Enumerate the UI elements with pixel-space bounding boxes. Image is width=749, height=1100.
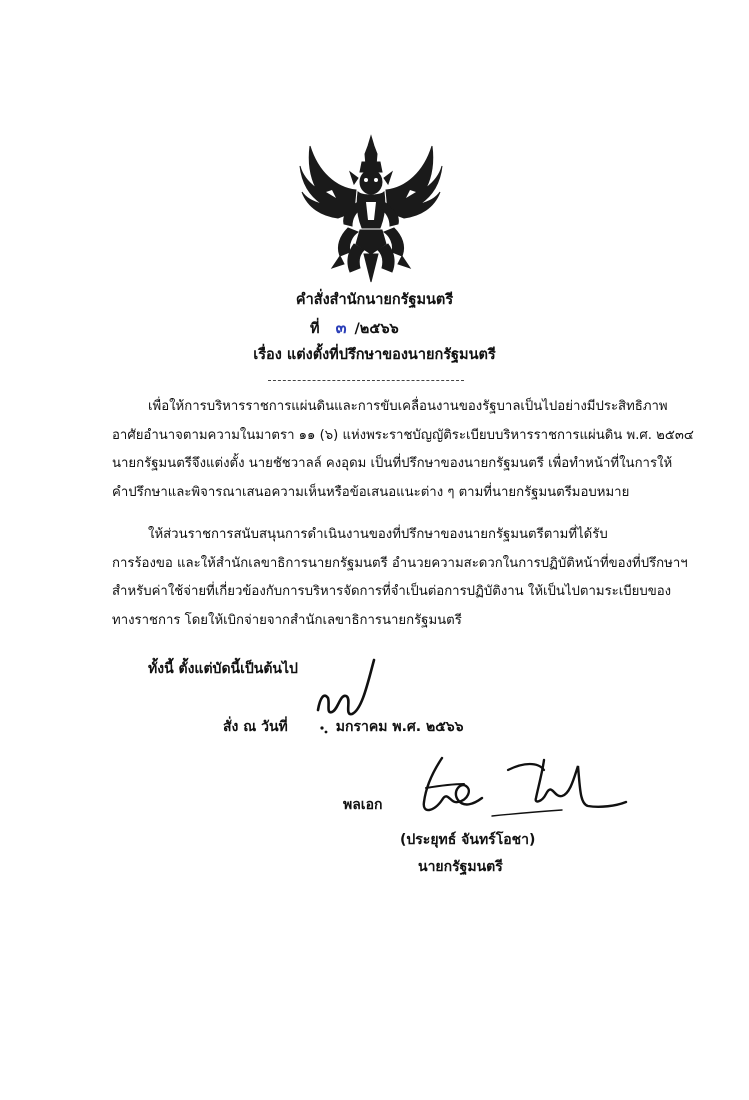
paragraph-line: การร้องขอ และให้สำนักเลขาธิการนายกรัฐมนตรี อำนวยความสะดวกในการปฏิบัติหน้าที่ของที่ปรึกษาฯ [112, 555, 688, 571]
paragraph-line: อาศัยอำนาจตามความในมาตรา ๑๑ (๖) แห่งพระราชบัญญัติระเบียบบริหารราชการแผ่นดิน พ.ศ. ๒๕๓๔ [112, 427, 694, 443]
order-number-line [310, 316, 399, 341]
paragraph-2 [112, 521, 688, 635]
header-divider [268, 380, 464, 381]
paragraph-line: สำหรับค่าใช้จ่ายที่เกี่ยวข้องกับการบริหารจัดการที่จำเป็นต่อการปฏิบัติงาน ให้เป็นไปตามระเบียบของ [112, 584, 672, 599]
paragraph-line: นายกรัฐมนตรีจึงแต่งตั้ง นายชัชวาลล์ คงอุดม เป็นที่ปรึกษาของนายกรัฐมนตรี เพื่อทำหน้าที่ในการให้ [112, 456, 673, 471]
signer-position: นายกรัฐมนตรี [418, 859, 503, 875]
signer-name: (ประยุทธ์ จันทร์โอชา) [400, 832, 536, 848]
ordered-date-line [223, 716, 464, 738]
order-number: ๓ [335, 318, 347, 337]
paragraph-line: ให้ส่วนราชการสนับสนุนการดำเนินงานของที่ปรึกษาของนายกรัฐมนตรีตามที่ได้รับ [148, 527, 608, 542]
order-title: คำสั่งสำนักนายกรัฐมนตรี [295, 292, 454, 308]
signature [412, 748, 632, 826]
garuda-emblem [296, 132, 446, 284]
ordered-date-suffix: มกราคม พ.ศ. ๒๕๖๖ [335, 719, 464, 735]
paragraph-line: เพื่อให้การบริหารราชการแผ่นดินและการขับเคลื่อนงานของรัฐบาลเป็นไปอย่างมีประสิทธิภาพ [148, 399, 668, 414]
order-subject: เรื่อง แต่งตั้งที่ปรึกษาของนายกรัฐมนตรี [253, 347, 496, 363]
signer-rank: พลเอก [343, 797, 383, 813]
paragraph-line: คำปรึกษาและพิจารณาเสนอความเห็นหรือข้อเสนอแนะต่าง ๆ ตามที่นายกรัฐมนตรีมอบหมาย [112, 484, 630, 500]
paragraph-line: ทางราชการ โดยให้เบิกจ่ายจากสำนักเลขาธิการนายกรัฐมนตรี [112, 612, 462, 628]
order-number-prefix: ที่ [310, 321, 320, 337]
ordered-date-prefix: สั่ง ณ วันที่ [223, 719, 288, 735]
effective-date-statement: ทั้งนี้ ตั้งแต่บัดนี้เป็นต้นไป [148, 661, 298, 677]
order-year: /๒๕๖๖ [354, 321, 399, 337]
paragraph-1 [112, 393, 694, 507]
